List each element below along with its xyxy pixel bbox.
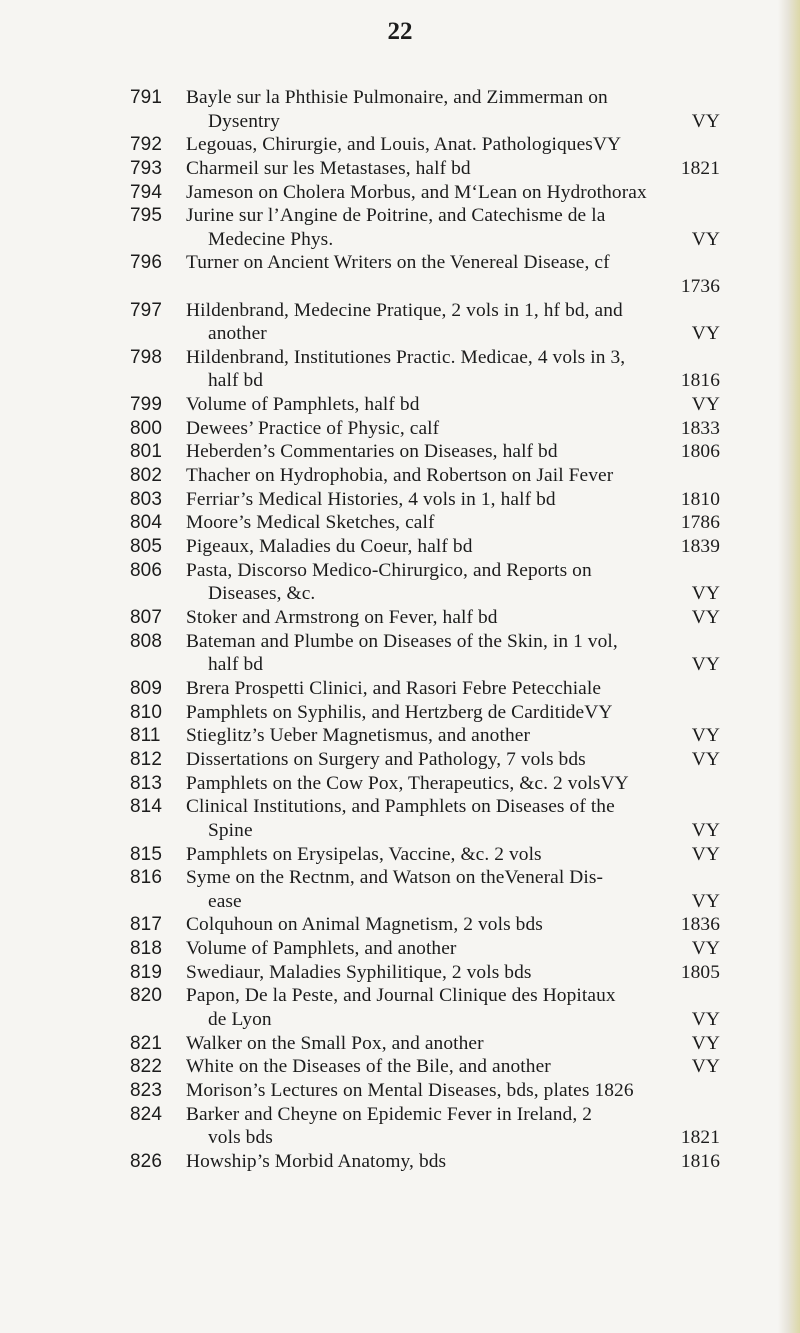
- catalogue-entry: [130, 1079, 720, 1103]
- catalogue-entry: [130, 417, 720, 441]
- entry-line: [186, 843, 720, 867]
- catalogue-entry: [130, 701, 720, 725]
- entry-text: another: [208, 323, 267, 345]
- lot-number: 800: [130, 417, 163, 439]
- catalogue-entry: [130, 440, 720, 464]
- catalogue-entry: [130, 772, 720, 796]
- catalogue-entries: [130, 86, 720, 1174]
- entry-text: Hildenbrand, Medecine Pratique, 2 vols in 1, hf bd, and: [186, 299, 623, 321]
- lot-number: 826: [130, 1150, 163, 1172]
- entry-mark: VY: [691, 1056, 720, 1078]
- entry-text: Stoker and Armstrong on Fever, half bd: [186, 607, 498, 628]
- catalogue-entry: [130, 181, 720, 205]
- entry-line: [186, 1055, 720, 1079]
- lot-number: 803: [130, 488, 163, 510]
- lot-number: 799: [130, 394, 163, 415]
- entry-mark: VY: [691, 843, 720, 865]
- entry-mark: 1836: [680, 914, 720, 936]
- lot-number: 814: [130, 796, 163, 818]
- entry-mark: VY: [691, 748, 720, 770]
- entry-text: Dysentry: [208, 110, 280, 132]
- entry-text: ease: [208, 890, 242, 912]
- entry-line: [186, 110, 720, 134]
- entry-text: Clinical Institutions, and Pamphlets on Diseases of the: [186, 796, 615, 818]
- entry-mark: VY: [691, 110, 720, 132]
- entry-mark: 1816: [680, 370, 720, 392]
- entry-text: half bd: [208, 370, 264, 392]
- catalogue-entry: [130, 1055, 720, 1079]
- entry-line: [186, 1126, 720, 1150]
- entry-line: [186, 819, 720, 843]
- lot-number: 809: [130, 677, 163, 699]
- entry-mark: VY: [691, 228, 720, 250]
- entry-text: Hildenbrand, Institutiones Practic. Medicae, 4 vols in 3,: [186, 346, 626, 368]
- catalogue-entry: [130, 204, 720, 251]
- entry-mark: VY: [691, 654, 720, 676]
- entry-mark: VY: [691, 583, 720, 605]
- catalogue-entry: [130, 795, 720, 842]
- entry-mark: VY: [691, 1008, 720, 1030]
- entry-text: Jameson on Cholera Morbus, and M‘Lean on Hydrothorax: [186, 181, 647, 203]
- entry-mark: VY: [691, 725, 720, 747]
- entry-line: [186, 890, 720, 914]
- entry-line: [186, 772, 720, 796]
- entry-text: Charmeil sur les Metastases, half bd: [186, 157, 471, 179]
- entry-mark: VY: [691, 890, 720, 912]
- lot-number: 802: [130, 465, 163, 487]
- page-edge: [778, 0, 800, 1333]
- entry-line: [186, 251, 720, 275]
- entry-mark: VY: [691, 323, 720, 345]
- entry-line: [186, 1150, 720, 1174]
- entry-mark: 1816: [680, 1150, 720, 1172]
- lot-number: 808: [130, 630, 163, 652]
- entry-line: [186, 913, 720, 937]
- lot-number: 811: [130, 725, 161, 747]
- catalogue-entry: [130, 937, 720, 961]
- entry-text: de Lyon: [208, 1008, 272, 1030]
- entry-text: Pamphlets on Erysipelas, Vaccine, &c. 2 vols: [186, 843, 542, 865]
- entry-text: Dissertations on Surgery and Pathology, 7 vols bds: [186, 748, 586, 770]
- entry-mark: 1786: [680, 512, 720, 534]
- entry-line: [186, 795, 720, 819]
- lot-number: 791: [130, 87, 163, 108]
- catalogue-entry: [130, 630, 720, 677]
- catalogue-entry: [130, 511, 720, 535]
- entry-text: Pamphlets on the Cow Pox, Therapeutics, &c. 2 volsVY: [186, 772, 629, 794]
- entry-line: [186, 417, 720, 441]
- entry-mark: 1821: [680, 157, 720, 179]
- lot-number: 819: [130, 961, 163, 983]
- lot-number: 796: [130, 252, 163, 274]
- lot-number: 813: [130, 772, 163, 794]
- entry-mark: VY: [691, 1032, 720, 1054]
- entry-text: half bd: [208, 654, 264, 676]
- entry-line: [186, 1103, 720, 1127]
- lot-number: 823: [130, 1080, 163, 1101]
- lot-number: 817: [130, 914, 163, 936]
- catalogue-entry: [130, 488, 720, 512]
- catalogue-entry: [130, 464, 720, 488]
- catalogue-entry: [130, 677, 720, 701]
- entry-line: [186, 724, 720, 748]
- lot-number: 806: [130, 559, 163, 581]
- catalogue-entry: [130, 299, 720, 346]
- catalogue-entry: [130, 748, 720, 772]
- entry-mark: VY: [691, 394, 720, 415]
- catalogue-entry: [130, 535, 720, 559]
- catalogue-entry: [130, 157, 720, 181]
- lot-number: 795: [130, 205, 163, 227]
- entry-line: [186, 464, 720, 488]
- lot-number: 798: [130, 346, 163, 368]
- catalogue-entry: [130, 913, 720, 937]
- lot-number: 801: [130, 441, 163, 463]
- entry-text: Papon, De la Peste, and Journal Clinique des Hopitaux: [186, 985, 616, 1007]
- entry-text: Volume of Pamphlets, half bd: [186, 394, 420, 415]
- entry-line: [186, 228, 720, 252]
- entry-line: [186, 984, 720, 1008]
- entry-line: [186, 1032, 720, 1056]
- entry-line: [186, 937, 720, 961]
- entry-text: Jurine sur l’Angine de Poitrine, and Catechisme de la: [186, 205, 606, 227]
- entry-text: Syme on the Rectnm, and Watson on theVeneral Dis-: [186, 867, 604, 889]
- entry-line: [186, 961, 720, 985]
- lot-number: 816: [130, 867, 163, 889]
- catalogue-entry: [130, 866, 720, 913]
- entry-mark: 1833: [680, 417, 720, 439]
- entry-mark: 1810: [680, 488, 720, 510]
- entry-text: Stieglitz’s Ueber Magnetismus, and another: [186, 725, 530, 747]
- entry-text: Colquhoun on Animal Magnetism, 2 vols bds: [186, 914, 543, 936]
- lot-number: 812: [130, 748, 163, 770]
- entry-mark: 1839: [680, 536, 720, 558]
- entry-line: [186, 346, 720, 370]
- entry-text: Medecine Phys.: [208, 228, 334, 250]
- catalogue-entry: [130, 251, 720, 298]
- catalogue-entry: [130, 961, 720, 985]
- entry-line: [186, 299, 720, 323]
- catalogue-entry: [130, 86, 720, 133]
- entry-text: White on the Diseases of the Bile, and another: [186, 1056, 551, 1078]
- catalogue-entry: [130, 1103, 720, 1150]
- entry-line: [186, 133, 720, 157]
- entry-text: Spine: [208, 819, 253, 841]
- entry-text: Barker and Cheyne on Epidemic Fever in Ireland, 2: [186, 1103, 593, 1125]
- entry-text: Legouas, Chirurgie, and Louis, Anat. PathologiquesVY: [186, 134, 622, 156]
- catalogue-entry: [130, 346, 720, 393]
- entry-text: Heberden’s Commentaries on Diseases, half bd: [186, 441, 558, 463]
- entry-line: [186, 677, 720, 701]
- entry-line: [186, 181, 720, 205]
- entry-line: [186, 748, 720, 772]
- entry-mark: 1821: [680, 1127, 720, 1149]
- entry-line: [186, 606, 720, 630]
- entry-line: [186, 701, 720, 725]
- entry-line: [186, 1008, 720, 1032]
- entry-text: Howship’s Morbid Anatomy, bds: [186, 1150, 447, 1172]
- entry-text: Walker on the Small Pox, and another: [186, 1032, 484, 1054]
- entry-text: vols bds: [208, 1127, 273, 1149]
- entry-line: [186, 1079, 720, 1103]
- catalogue-entry: [130, 843, 720, 867]
- entry-line: [186, 630, 720, 654]
- entry-text: Pigeaux, Maladies du Coeur, half bd: [186, 536, 473, 558]
- entry-text: Pamphlets on Syphilis, and Hertzberg de CarditideVY: [186, 701, 613, 723]
- catalogue-entry: [130, 1032, 720, 1056]
- entry-line: [186, 535, 720, 559]
- entry-mark: VY: [691, 607, 720, 628]
- entry-line: [186, 369, 720, 393]
- catalogue-entry: [130, 724, 720, 748]
- entry-text: Moore’s Medical Sketches, calf: [186, 512, 435, 534]
- entry-text: Dewees’ Practice of Physic, calf: [186, 417, 440, 439]
- catalogue-entry: [130, 133, 720, 157]
- entry-line: [186, 440, 720, 464]
- entry-text: Diseases, &c.: [208, 583, 316, 605]
- entry-line: [186, 582, 720, 606]
- lot-number: 804: [130, 512, 163, 534]
- entry-line: [186, 866, 720, 890]
- entry-text: Ferriar’s Medical Histories, 4 vols in 1, half bd: [186, 488, 556, 510]
- entry-text: Thacher on Hydrophobia, and Robertson on Jail Fever: [186, 465, 614, 487]
- entry-text: Pasta, Discorso Medico-Chirurgico, and Reports on: [186, 559, 592, 581]
- entry-text: Swediaur, Maladies Syphilitique, 2 vols bds: [186, 961, 532, 983]
- entry-line: [186, 204, 720, 228]
- entry-line: [186, 86, 720, 110]
- lot-number: 822: [130, 1056, 163, 1078]
- catalogue-entry: [130, 984, 720, 1031]
- entry-mark: 1806: [680, 441, 720, 463]
- entry-mark: VY: [691, 819, 720, 841]
- entry-year: 1736: [680, 275, 720, 297]
- entry-text: Bateman and Plumbe on Diseases of the Skin, in 1 vol,: [186, 630, 618, 652]
- entry-text: Turner on Ancient Writers on the Venereal Disease, cf: [186, 252, 610, 274]
- lot-number: 820: [130, 985, 163, 1007]
- entry-line: [186, 393, 720, 417]
- entry-line: [186, 157, 720, 181]
- entry-line: [186, 653, 720, 677]
- entry-line: [186, 511, 720, 535]
- catalogue-entry: [130, 559, 720, 606]
- lot-number: 807: [130, 607, 163, 628]
- entry-line: [186, 559, 720, 583]
- lot-number: 810: [130, 701, 163, 723]
- entry-mark: VY: [691, 938, 720, 960]
- catalogue-entry: [130, 393, 720, 417]
- lot-number: 821: [130, 1032, 163, 1054]
- entry-mark: 1805: [680, 961, 720, 983]
- entry-line: [186, 322, 720, 346]
- entry-line: [186, 488, 720, 512]
- entry-text: Bayle sur la Phthisie Pulmonaire, and Zimmerman on: [186, 87, 608, 108]
- lot-number: 794: [130, 181, 163, 203]
- lot-number: 805: [130, 536, 163, 558]
- lot-number: 797: [130, 299, 163, 321]
- catalogue-entry: [130, 606, 720, 630]
- lot-number: 824: [130, 1103, 163, 1125]
- lot-number: 792: [130, 134, 163, 156]
- entry-text: Morison’s Lectures on Mental Diseases, bds, plates 1826: [186, 1080, 634, 1101]
- entry-text: Volume of Pamphlets, and another: [186, 938, 457, 960]
- page-number: 22: [387, 18, 413, 45]
- catalogue-entry: [130, 1150, 720, 1174]
- entry-text: Brera Prospetti Clinici, and Rasori Febre Petecchiale: [186, 677, 602, 699]
- lot-number: 815: [130, 843, 163, 865]
- lot-number: 818: [130, 938, 163, 960]
- lot-number: 793: [130, 157, 163, 179]
